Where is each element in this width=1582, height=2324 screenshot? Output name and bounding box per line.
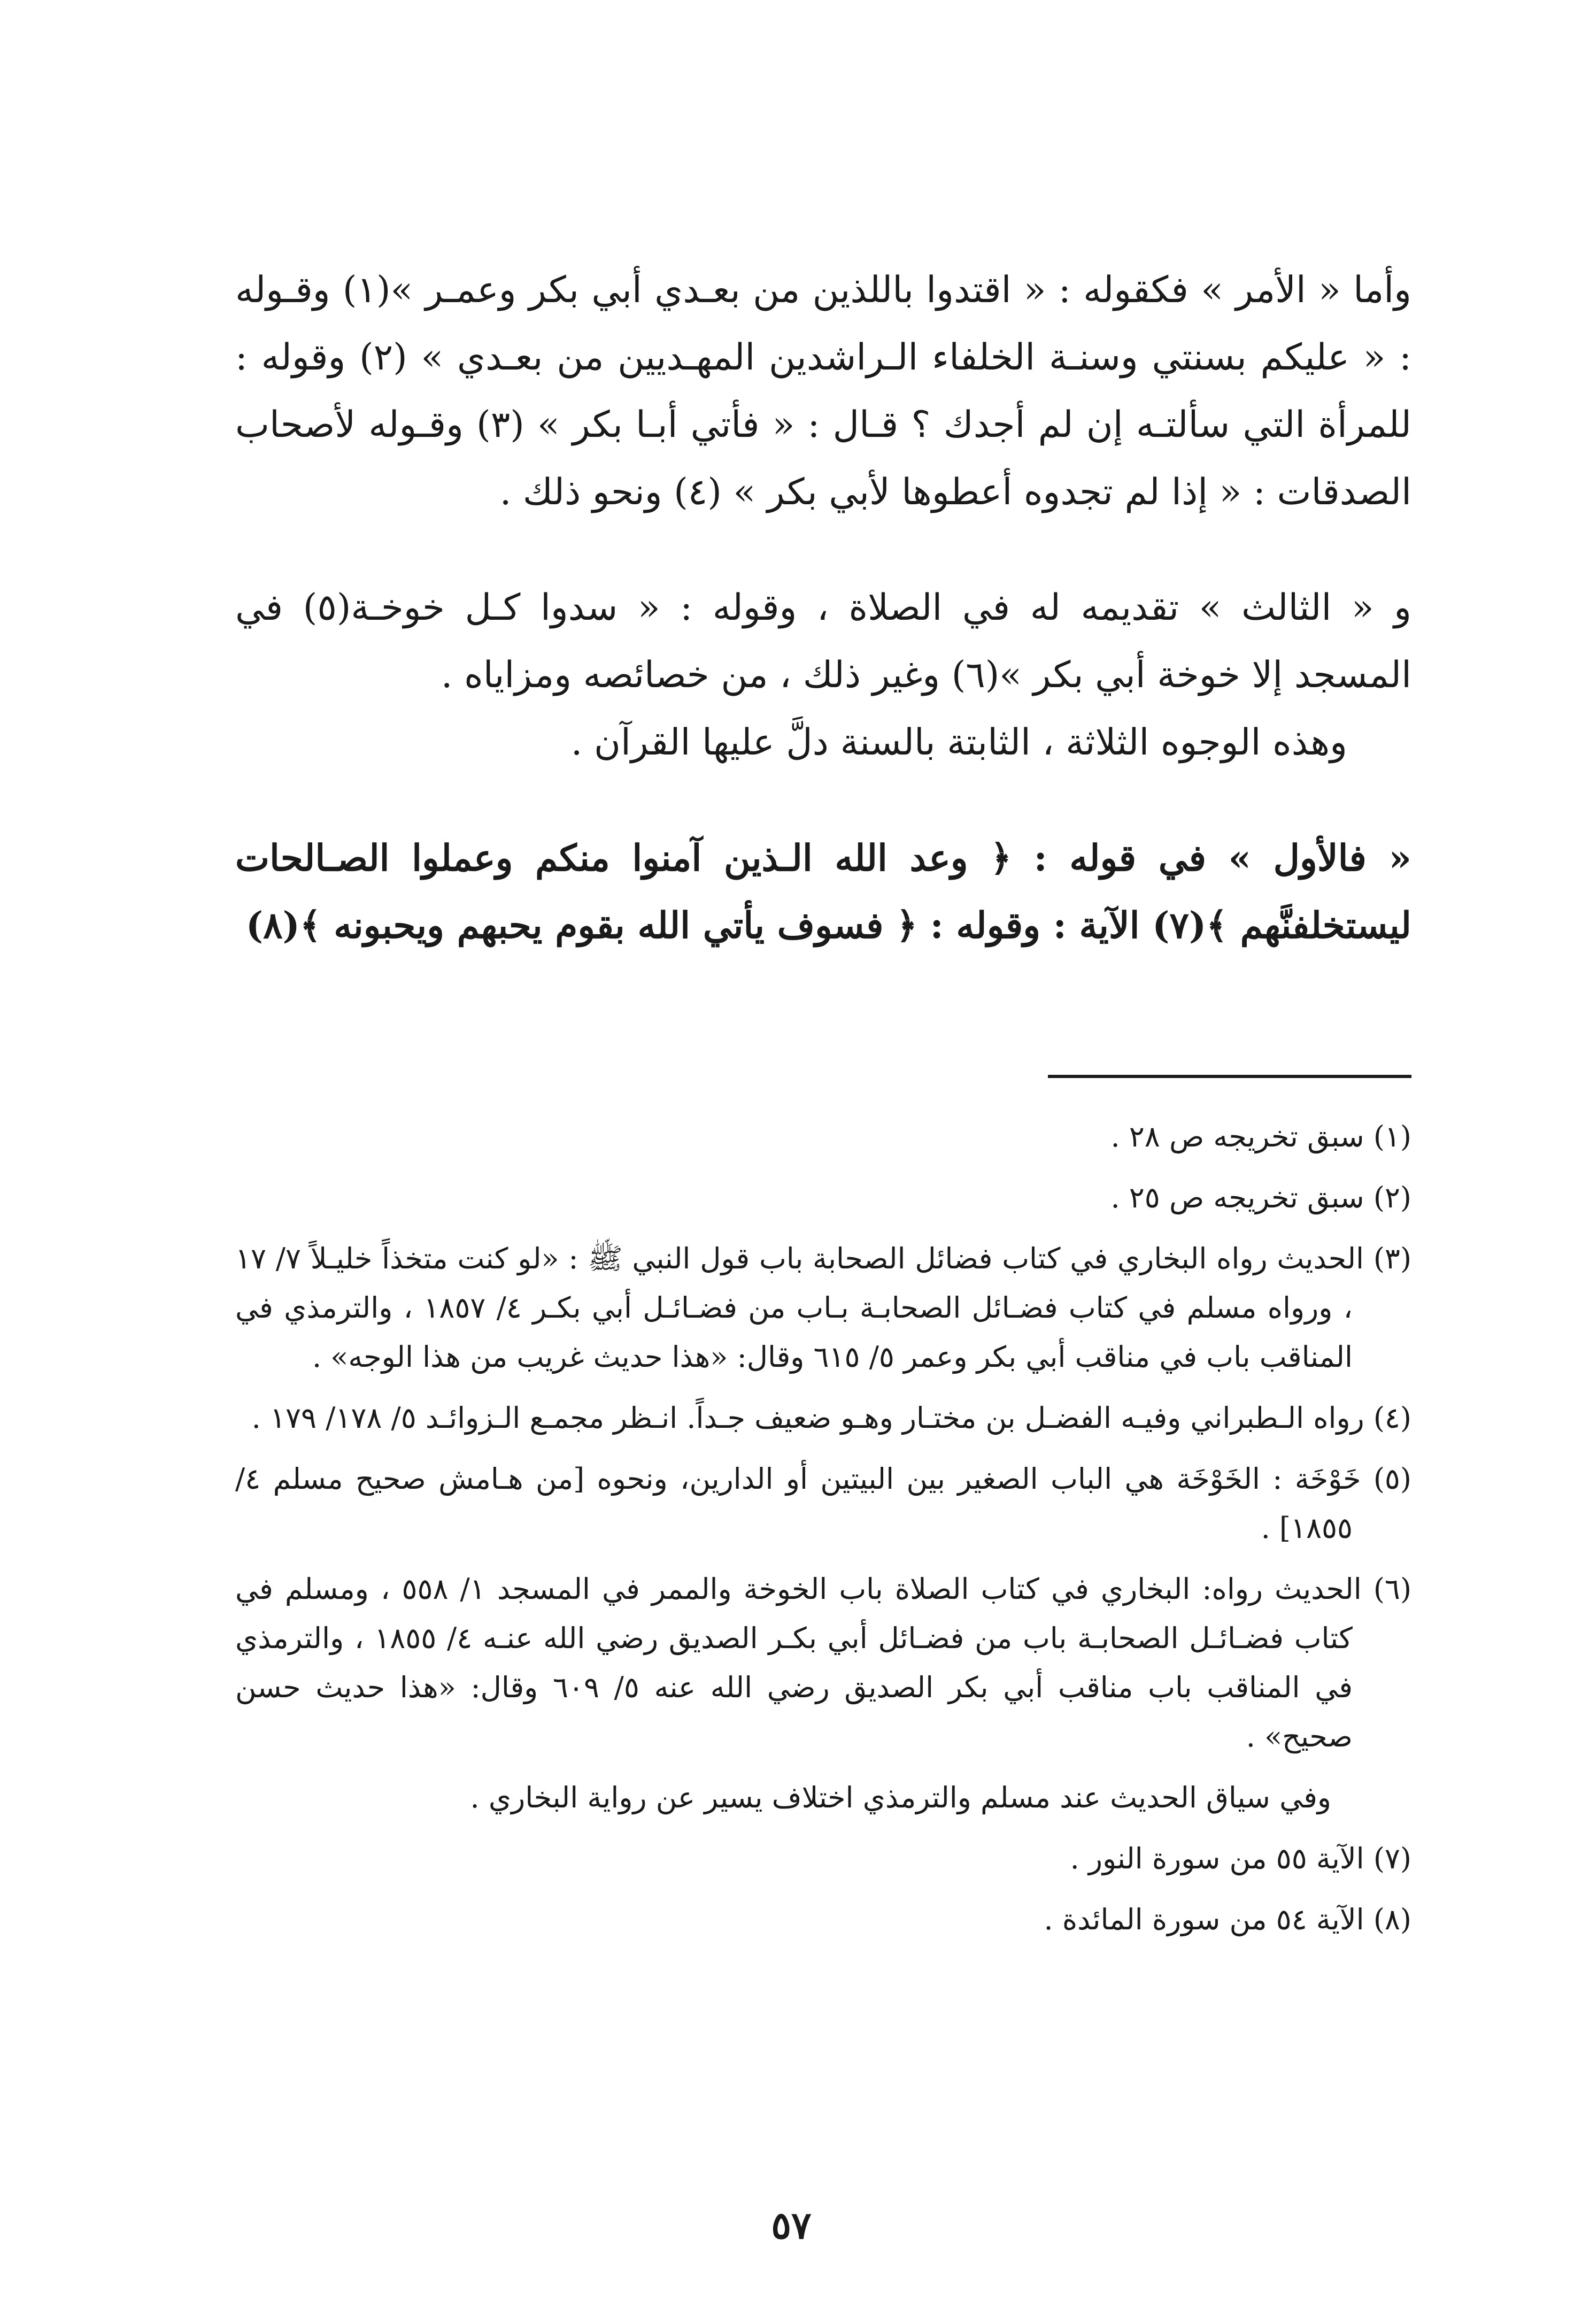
footnote-5: (٥) خَوْخَة : الخَوْخَة هي الباب الصغير بين البيتين أو الدارين، ونحوه [من هـامش صحيح مسلم ٤/ ١٨٥٥] . bbox=[235, 1462, 1411, 1545]
paragraph-2: و « الثالث » تقديمه له في الصلاة ، وقوله : « سدوا كـل خوخـة(٥) في المسجد إلا خوخة أبي بكر »(٦) وغير ذلك ، من خصائصه ومزاياه . bbox=[235, 587, 1412, 696]
footnote-2: (٢) سبق تخريجه ص ٢٥ . bbox=[1110, 1181, 1411, 1214]
footnotes bbox=[235, 1112, 1411, 1956]
footnote-6: (٦) الحديث رواه: البخاري في كتاب الصلاة باب الخوخة والممر في المسجد ١/ ٥٥٨ ، ومسلم في كتاب فضـائـل الصحابـة باب من فضـائل أبي بكـر الصديق رضي الله عنـه ٤/ ١٨٥٥ ، والترمذي في المناقب باب مناقب أبي بكر الصديق رضي الله عنه ٥/ ٦٠٩ وقال: «هذا حديث حسن صحيح» . bbox=[235, 1572, 1412, 1753]
page-number: ٥٧ bbox=[771, 2203, 812, 2248]
footnote-1: (١) سبق تخريجه ص ٢٨ . bbox=[1110, 1120, 1411, 1153]
footnote-7: (٧) الآية ٥٥ من سورة النور . bbox=[1070, 1842, 1411, 1875]
footnote-6-note: وفي سياق الحديث عند مسلم والترمذي اختلاف يسير عن رواية البخاري . bbox=[470, 1781, 1331, 1814]
main-text bbox=[235, 257, 1411, 959]
footnote-4: (٤) رواه الـطبراني وفيـه الفضـل بن مختـار وهـو ضعيف جـداً. انـظر مجمـع الـزوائـد ٥/ ١٧٨/ ١٧٩ . bbox=[251, 1401, 1411, 1435]
footnote-3: (٣) الحديث رواه البخاري في كتاب فضائل الصحابة باب قول النبي ﷺ : «لو كنت متخذاً خليـلاً ٧/ ١٧ ، ورواه مسلم في كتاب فضـائل الصحابـة بـاب من فضـائـل أبي بكـر ٤/ ١٨٥٧ ، والترمذي في المناقب باب في مناقب أبي بكر وعمر ٥/ ٦١٥ وقال: «هذا حديث غريب من هذا الوجه» . bbox=[235, 1242, 1412, 1374]
footnote-8: (٨) الآية ٥٤ من سورة المائدة . bbox=[1044, 1903, 1411, 1936]
paragraph-4: « فالأول » في قوله : ﴿ وعد الله الـذين آمنوا منكم وعملوا الصـالحات ليستخلفنَّهم ﴾(٧) الآية : وقوله : ﴿ فسوف يأتي الله بقوم يحبهم ويحبونه ﴾(٨) bbox=[235, 837, 1411, 947]
footnote-divider bbox=[1048, 1075, 1411, 1078]
paragraph-3: وهذه الوجوه الثلاثة ، الثابتة بالسنة دلَّ عليها القرآن . bbox=[570, 721, 1347, 764]
paragraph-1: وأما « الأمر » فكقوله : « اقتدوا باللذين من بعـدي أبي بكر وعمـر »(١) وقـوله : « عليكم بسنتي وسنـة الخلفاء الـراشدين المهـديين من بعـدي » (٢) وقوله : للمرأة التي سألتـه إن لم أجدك ؟ قـال : « فأتي أبـا بكر » (٣) وقـوله لأصحاب الصدقات : « إذا لم تجدوه أعطوها لأبي بكر » (٤) ونحو ذلك . bbox=[235, 269, 1411, 513]
